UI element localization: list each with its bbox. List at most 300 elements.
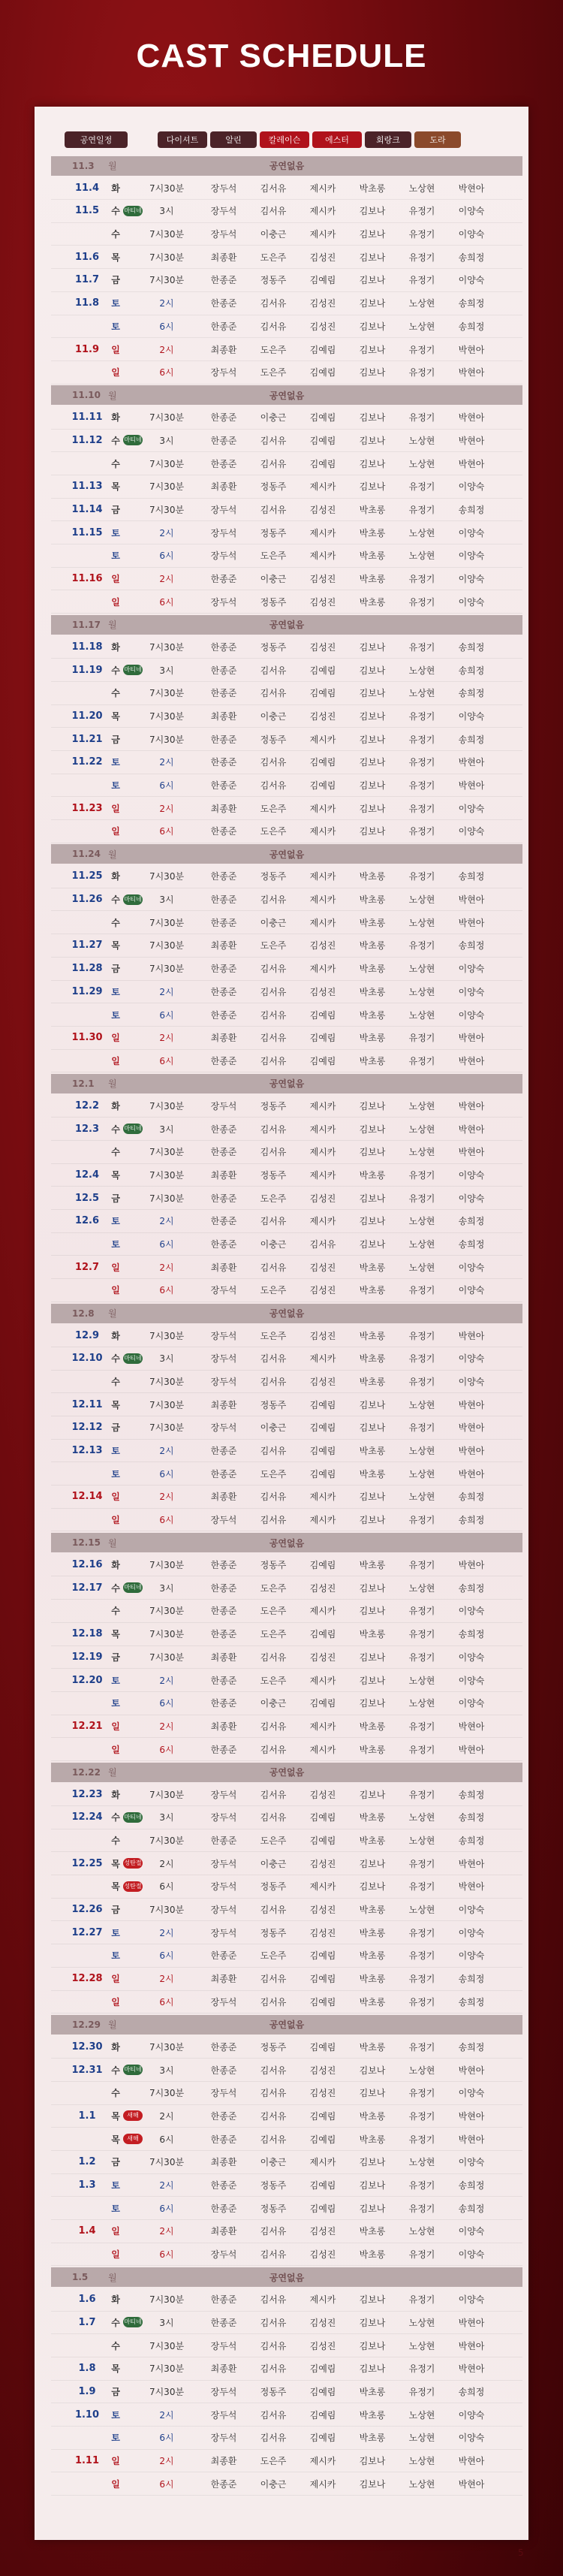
- cast-cell: 유정기: [408, 412, 435, 424]
- cast-cell: 제시카: [309, 182, 336, 194]
- cast-cell: 노상현: [408, 1812, 435, 1823]
- cast-cell: 한종준: [210, 2478, 237, 2490]
- cast-cell: 제시카: [309, 1170, 336, 1181]
- row-time: 2시: [159, 2226, 174, 2237]
- cast-cell: 유정기: [408, 1996, 435, 2007]
- cast-cell: 김예림: [309, 1399, 336, 1410]
- cast-cell: 노상현: [408, 986, 435, 997]
- cast-cell: 노상현: [408, 1698, 435, 1709]
- cast-cell: 제시카: [309, 1515, 336, 1526]
- cast-cell: 유정기: [408, 1858, 435, 1869]
- schedule-row: [51, 958, 522, 981]
- cast-cell: 김보나: [359, 2157, 386, 2168]
- cast-cell: 노상현: [408, 2433, 435, 2444]
- cast-cell: 유정기: [408, 229, 435, 240]
- schedule-row: [51, 2472, 522, 2496]
- cast-cell: 김예림: [309, 1033, 336, 1044]
- cast-cell: 김보나: [359, 2340, 386, 2351]
- cast-cell: 한종준: [210, 2294, 237, 2306]
- row-day: 토: [111, 527, 120, 538]
- row-day: 금: [111, 505, 120, 516]
- cast-cell: 한종준: [210, 688, 237, 699]
- schedule-row: [51, 2151, 522, 2174]
- cast-cell: 한종준: [210, 412, 237, 424]
- cast-cell: 박초롱: [359, 1330, 386, 1341]
- schedule-row: [51, 1164, 522, 1187]
- cast-cell: 한종준: [210, 1835, 237, 1847]
- row-day: 목: [111, 1399, 120, 1410]
- row-time: 2시: [159, 1033, 174, 1044]
- week-note: 공연없음: [269, 1767, 305, 1778]
- cast-cell: 김서유: [260, 182, 287, 194]
- schedule-row: [51, 1968, 522, 1991]
- row-day: 화: [111, 1100, 120, 1112]
- cast-cell: 박초롱: [359, 2409, 386, 2421]
- cast-cell: 김서유: [260, 2294, 287, 2306]
- cast-cell: 박초롱: [359, 871, 386, 882]
- cast-cell: 김예림: [309, 2363, 336, 2375]
- cast-cell: 김성진: [309, 2065, 336, 2076]
- cast-cell: 김서유: [260, 1033, 287, 1044]
- cast-cell: 최종환: [210, 252, 237, 263]
- cast-cell: 유정기: [408, 803, 435, 814]
- row-day: 일: [111, 367, 120, 379]
- cast-cell: 장두석: [210, 229, 237, 240]
- row-day: 목: [111, 481, 120, 493]
- cast-cell: 노상현: [408, 2478, 435, 2490]
- cast-cell: 박현아: [458, 2363, 485, 2375]
- schedule-row: [51, 430, 522, 453]
- cast-cell: 김서유: [260, 2226, 287, 2237]
- schedule-row: [51, 705, 522, 728]
- cast-cell: 김서유: [260, 688, 287, 699]
- cast-cell: 김예림: [309, 1445, 336, 1456]
- schedule-row: [51, 1738, 522, 1761]
- row-date: 1.11: [74, 2454, 100, 2466]
- cast-cell: 김예림: [309, 435, 336, 446]
- cast-cell: 김예림: [309, 665, 336, 676]
- cast-cell: 박현아: [458, 1881, 485, 1893]
- cast-cell: 장두석: [210, 1285, 237, 1296]
- row-time: 2시: [159, 2409, 174, 2421]
- cast-cell: 제시카: [309, 1216, 336, 1227]
- cast-cell: 유정기: [408, 1285, 435, 1296]
- row-time: 2시: [159, 2110, 174, 2122]
- row-tag: 성탄절: [123, 1881, 143, 1892]
- row-day: 목: [111, 1170, 120, 1181]
- row-tag: 마티네: [123, 2317, 143, 2327]
- row-time: 6시: [159, 2249, 174, 2261]
- row-date: 12.24: [71, 1811, 103, 1823]
- cast-cell: 한종준: [210, 734, 237, 745]
- cast-cell: 노상현: [408, 1399, 435, 1410]
- cast-cell: 박초롱: [359, 940, 386, 952]
- row-time: 7시30분: [149, 481, 185, 493]
- header-2: 알린: [210, 131, 257, 148]
- cast-cell: 김서유: [260, 1905, 287, 1916]
- row-time: 6시: [159, 2433, 174, 2444]
- cast-cell: 박초롱: [359, 1376, 386, 1387]
- week-note: 공연없음: [269, 1537, 305, 1549]
- cast-cell: 이양숙: [458, 986, 485, 997]
- row-date: 12.20: [71, 1674, 103, 1686]
- cast-cell: 장두석: [210, 1330, 237, 1341]
- row-date: 12.4: [74, 1169, 100, 1181]
- row-date: 1.2: [78, 2156, 96, 2168]
- cast-cell: 유정기: [408, 1515, 435, 1526]
- row-day: 수: [111, 229, 120, 240]
- row-time: 3시: [159, 1353, 174, 1365]
- schedule-row: [51, 934, 522, 958]
- row-time: 2시: [159, 527, 174, 538]
- row-time: 2시: [159, 1858, 174, 1869]
- cast-cell: 제시카: [309, 734, 336, 745]
- week-note: 공연없음: [269, 2019, 305, 2031]
- cast-cell: 송희정: [458, 734, 485, 745]
- cast-cell: 박현아: [458, 1560, 485, 1571]
- cast-cell: 김서유: [260, 2317, 287, 2328]
- cast-cell: 김서유: [260, 780, 287, 791]
- schedule-row: [51, 590, 522, 614]
- cast-cell: 송희정: [458, 641, 485, 653]
- week-date: 11.24: [72, 849, 101, 860]
- cast-cell: 도은주: [260, 826, 287, 837]
- cast-cell: 유정기: [408, 2041, 435, 2053]
- cast-cell: 제시카: [309, 2478, 336, 2490]
- schedule-row: [51, 1141, 522, 1164]
- cast-cell: 박현아: [458, 1147, 485, 1158]
- row-date: 12.27: [71, 1926, 103, 1938]
- cast-cell: 김성진: [309, 298, 336, 309]
- row-time: 7시30분: [149, 688, 185, 699]
- row-date: 11.30: [71, 1032, 103, 1044]
- cast-cell: 노상현: [408, 527, 435, 538]
- cast-cell: 김예림: [309, 2134, 336, 2145]
- week-date: 1.5: [72, 2272, 89, 2283]
- row-day: 금: [111, 2157, 120, 2168]
- cast-cell: 김보나: [359, 757, 386, 768]
- row-date: 11.22: [71, 756, 103, 768]
- row-time: 7시30분: [149, 275, 185, 286]
- cast-cell: 이충근: [260, 574, 287, 585]
- row-time: 7시30분: [149, 940, 185, 952]
- row-time: 2시: [159, 1974, 174, 1985]
- cast-cell: 송희정: [458, 1974, 485, 1985]
- cast-cell: 김보나: [359, 2455, 386, 2466]
- cast-cell: 유정기: [408, 1033, 435, 1044]
- row-day: 일: [111, 803, 120, 814]
- cast-cell: 박초롱: [359, 986, 386, 997]
- row-day: 토: [111, 2433, 120, 2444]
- row-tag: 마티네: [123, 206, 143, 216]
- cast-cell: 노상현: [408, 458, 435, 469]
- cast-cell: 김성진: [309, 252, 336, 263]
- cast-cell: 장두석: [210, 1353, 237, 1365]
- cast-cell: 유정기: [408, 344, 435, 355]
- cast-cell: 박초롱: [359, 1629, 386, 1640]
- row-tag: 마티네: [123, 1124, 143, 1134]
- row-day: 목: [111, 252, 120, 263]
- schedule-row: [51, 223, 522, 246]
- cast-cell: 장두석: [210, 2088, 237, 2099]
- row-day: 일: [111, 596, 120, 608]
- cast-cell: 김서유: [260, 1515, 287, 1526]
- cast-cell: 김예림: [309, 1468, 336, 1480]
- cast-cell: 이양숙: [458, 1262, 485, 1273]
- cast-cell: 김성진: [309, 1789, 336, 1800]
- schedule-row: [51, 200, 522, 223]
- cast-cell: 송희정: [458, 1812, 485, 1823]
- row-time: 7시30분: [149, 252, 185, 263]
- row-date: 12.16: [71, 1559, 103, 1571]
- row-date: 11.9: [74, 343, 100, 355]
- cast-cell: 박초롱: [359, 2226, 386, 2237]
- schedule-row: [51, 452, 522, 475]
- schedule-row: [51, 1576, 522, 1600]
- cast-cell: 박현아: [458, 894, 485, 906]
- row-time: 2시: [159, 298, 174, 309]
- cast-cell: 박초롱: [359, 2386, 386, 2397]
- cast-cell: 김보나: [359, 1216, 386, 1227]
- schedule-row: [51, 1875, 522, 1899]
- cast-cell: 한종준: [210, 2317, 237, 2328]
- cast-cell: 장두석: [210, 1881, 237, 1893]
- schedule-row: [51, 1416, 522, 1440]
- row-date: 12.26: [71, 1904, 103, 1916]
- cast-cell: 이충근: [260, 412, 287, 424]
- row-date: 12.30: [71, 2041, 103, 2053]
- row-date: 12.14: [71, 1491, 103, 1503]
- row-date: 11.16: [71, 573, 103, 585]
- row-time: 3시: [159, 1812, 174, 1823]
- cast-cell: 유정기: [408, 2180, 435, 2191]
- row-day: 일: [111, 1974, 120, 1985]
- cast-cell: 김보나: [359, 229, 386, 240]
- footer-mark: 5: [518, 2547, 524, 2558]
- row-time: 7시30분: [149, 2041, 185, 2053]
- cast-cell: 김서유: [260, 321, 287, 332]
- row-date: 12.21: [71, 1720, 103, 1732]
- cast-cell: 도은주: [260, 1835, 287, 1847]
- cast-cell: 박초롱: [359, 574, 386, 585]
- schedule-row: [51, 682, 522, 705]
- cast-cell: 도은주: [260, 367, 287, 379]
- cast-cell: 제시카: [309, 803, 336, 814]
- row-day: 토: [111, 1675, 120, 1686]
- row-date: 12.6: [74, 1215, 100, 1227]
- cast-cell: 김성진: [309, 641, 336, 653]
- cast-cell: 박초롱: [359, 1812, 386, 1823]
- cast-cell: 이양숙: [458, 1193, 485, 1204]
- cast-cell: 박현아: [458, 1033, 485, 1044]
- row-day: 금: [111, 1193, 120, 1204]
- week-header: [51, 1074, 522, 1093]
- row-time: 6시: [159, 2478, 174, 2490]
- cast-cell: 한종준: [210, 871, 237, 882]
- cast-cell: 송희정: [458, 1239, 485, 1250]
- row-date: 11.25: [71, 870, 103, 882]
- schedule-row: [51, 1256, 522, 1279]
- header-6: 도라: [414, 131, 461, 148]
- cast-cell: 도은주: [260, 344, 287, 355]
- cast-cell: 김성진: [309, 986, 336, 997]
- schedule-row: [51, 2312, 522, 2335]
- row-date: 12.10: [71, 1353, 103, 1365]
- cast-cell: 이양숙: [458, 596, 485, 608]
- cast-cell: 한종준: [210, 986, 237, 997]
- cast-cell: 도은주: [260, 1675, 287, 1686]
- row-day: 토: [111, 1239, 120, 1250]
- cast-cell: 한종준: [210, 1124, 237, 1135]
- cast-cell: 김성진: [309, 1905, 336, 1916]
- cast-cell: 한종준: [210, 1216, 237, 1227]
- schedule-row: [51, 499, 522, 522]
- cast-cell: 제시카: [309, 229, 336, 240]
- cast-cell: 유정기: [408, 871, 435, 882]
- row-day: 토: [111, 1950, 120, 1962]
- row-day: 목: [111, 1858, 120, 1869]
- cast-cell: 이양숙: [458, 1170, 485, 1181]
- cast-cell: 제시카: [309, 1675, 336, 1686]
- cast-cell: 최종환: [210, 1492, 237, 1503]
- cast-cell: 한종준: [210, 1239, 237, 1250]
- cast-cell: 유정기: [408, 1330, 435, 1341]
- row-time: 6시: [159, 780, 174, 791]
- row-time: 7시30분: [149, 1330, 185, 1341]
- cast-cell: 김서유: [260, 2249, 287, 2261]
- schedule-row: [51, 1646, 522, 1670]
- cast-cell: 김서유: [260, 1055, 287, 1066]
- cast-cell: 제시카: [309, 1100, 336, 1112]
- cast-cell: 정동주: [260, 2041, 287, 2053]
- row-day: 수: [111, 1353, 120, 1365]
- cast-cell: 최종환: [210, 481, 237, 493]
- row-time: 2시: [159, 1262, 174, 1273]
- row-time: 7시30분: [149, 182, 185, 194]
- cast-cell: 한종준: [210, 641, 237, 653]
- cast-cell: 노상현: [408, 1492, 435, 1503]
- cast-cell: 노상현: [408, 321, 435, 332]
- row-time: 7시30분: [149, 1560, 185, 1571]
- cast-cell: 제시카: [309, 1881, 336, 1893]
- cast-cell: 김보나: [359, 435, 386, 446]
- cast-cell: 이양숙: [458, 1950, 485, 1962]
- cast-cell: 장두석: [210, 182, 237, 194]
- cast-cell: 노상현: [408, 688, 435, 699]
- row-time: 7시30분: [149, 2340, 185, 2351]
- row-date: 1.4: [78, 2225, 96, 2237]
- cast-cell: 김서유: [260, 894, 287, 906]
- row-day: 수: [111, 1812, 120, 1823]
- cast-cell: 노상현: [408, 2317, 435, 2328]
- cast-cell: 노상현: [408, 435, 435, 446]
- cast-cell: 최종환: [210, 2363, 237, 2375]
- cast-cell: 한종준: [210, 1698, 237, 1709]
- cast-cell: 한종준: [210, 917, 237, 928]
- cast-cell: 정동주: [260, 1881, 287, 1893]
- cast-cell: 한종준: [210, 1606, 237, 1617]
- cast-cell: 한종준: [210, 665, 237, 676]
- schedule-row: [51, 888, 522, 912]
- cast-cell: 김예림: [309, 1812, 336, 1823]
- row-time: 7시30분: [149, 458, 185, 469]
- cast-cell: 송희정: [458, 665, 485, 676]
- row-day: 일: [111, 1262, 120, 1273]
- row-time: 6시: [159, 1055, 174, 1066]
- cast-cell: 김보나: [359, 1675, 386, 1686]
- schedule-row: [51, 1393, 522, 1416]
- cast-cell: 김예림: [309, 2386, 336, 2397]
- row-tag: 마티네: [123, 1582, 143, 1593]
- cast-cell: 최종환: [210, 1170, 237, 1181]
- row-time: 7시30분: [149, 2088, 185, 2099]
- row-day: 수: [111, 917, 120, 928]
- row-day: 수: [111, 665, 120, 676]
- cast-cell: 유정기: [408, 757, 435, 768]
- schedule-row: [51, 246, 522, 269]
- schedule-row: [51, 1692, 522, 1715]
- row-date: 11.7: [74, 274, 100, 286]
- cast-cell: 김예림: [309, 1950, 336, 1962]
- row-tag: 마티네: [123, 894, 143, 905]
- cast-cell: 노상현: [408, 1216, 435, 1227]
- row-time: 7시30분: [149, 871, 185, 882]
- cast-cell: 박초롱: [359, 1468, 386, 1480]
- cast-cell: 최종환: [210, 1721, 237, 1732]
- row-day: 토: [111, 298, 120, 309]
- row-time: 6시: [159, 1744, 174, 1755]
- cast-cell: 유정기: [408, 2386, 435, 2397]
- cast-cell: 김서유: [260, 1744, 287, 1755]
- cast-cell: 이양숙: [458, 229, 485, 240]
- cast-cell: 박초롱: [359, 1835, 386, 1847]
- row-date: 11.15: [71, 526, 103, 538]
- cast-cell: 박현아: [458, 1721, 485, 1732]
- schedule-row: [51, 521, 522, 544]
- header-1: 다이셔트: [158, 131, 207, 148]
- cast-cell: 최종환: [210, 710, 237, 722]
- cast-cell: 송희정: [458, 688, 485, 699]
- cast-cell: 김보나: [359, 1582, 386, 1594]
- cast-cell: 이양숙: [458, 2157, 485, 2168]
- week-header: [51, 615, 522, 635]
- cast-cell: 김서유: [260, 1721, 287, 1732]
- cast-cell: 송희정: [458, 2041, 485, 2053]
- row-tag: 마티네: [123, 2065, 143, 2075]
- row-day: 금: [111, 1422, 120, 1434]
- schedule-row: [51, 2334, 522, 2357]
- cast-cell: 박현아: [458, 1445, 485, 1456]
- row-day: 목: [111, 1881, 120, 1893]
- cast-cell: 김서유: [260, 298, 287, 309]
- row-day: 일: [111, 1744, 120, 1755]
- schedule-row: [51, 1944, 522, 1968]
- row-day: 수: [111, 206, 120, 217]
- schedule-row: [51, 2036, 522, 2059]
- row-time: 2시: [159, 986, 174, 997]
- row-day: 화: [111, 182, 120, 194]
- cast-cell: 김보나: [359, 1789, 386, 1800]
- cast-cell: 김예림: [309, 1055, 336, 1066]
- schedule-row: [51, 1027, 522, 1050]
- cast-cell: 김서유: [260, 1376, 287, 1387]
- row-time: 6시: [159, 1698, 174, 1709]
- row-date: 12.28: [71, 1973, 103, 1985]
- cast-cell: 도은주: [260, 550, 287, 562]
- cast-cell: 한종준: [210, 964, 237, 975]
- cast-cell: 송희정: [458, 940, 485, 952]
- row-time: 3시: [159, 894, 174, 906]
